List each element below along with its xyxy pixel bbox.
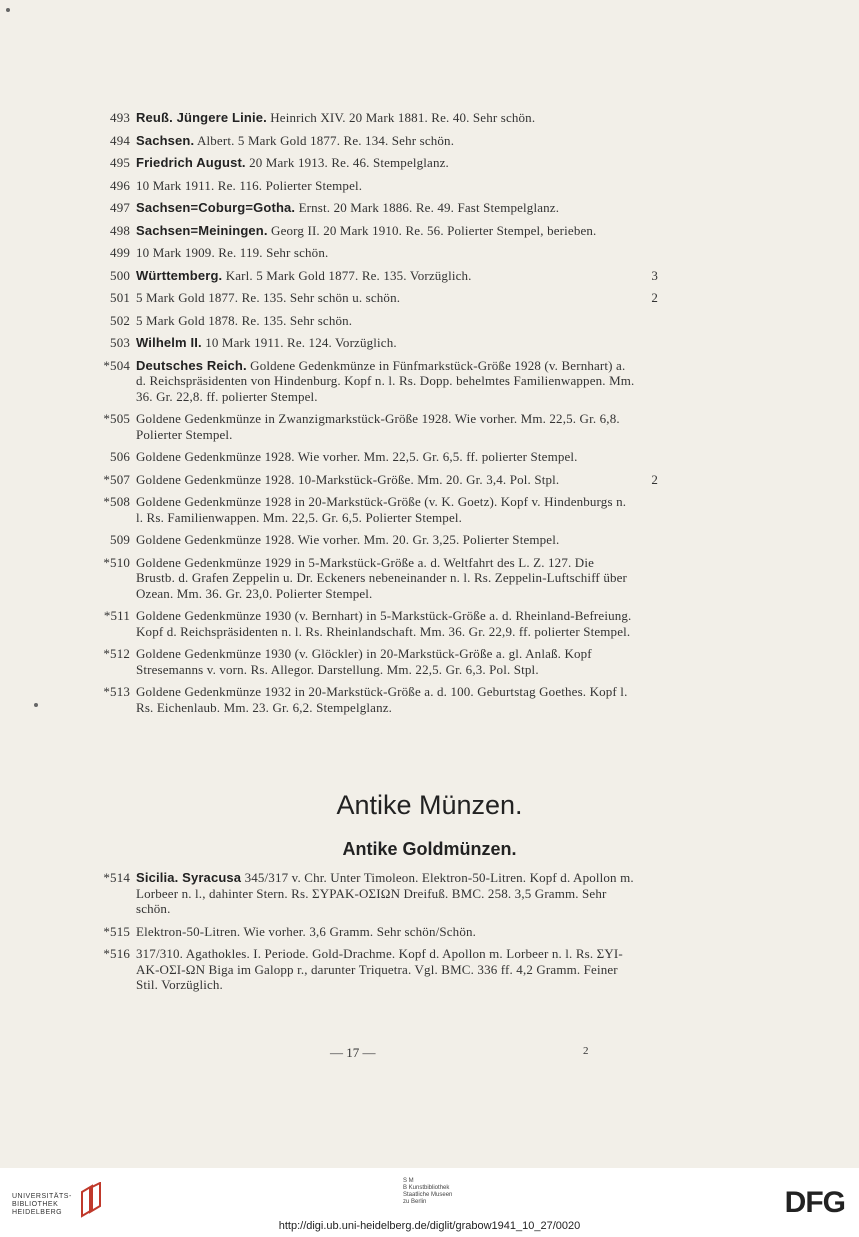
entry-513 [98, 684, 658, 715]
entry-number: 495 [110, 155, 130, 170]
entry-mark [636, 532, 658, 548]
scan-speck [34, 703, 38, 707]
stamp-line: S M [403, 1178, 414, 1184]
entry-description: Goldene Gedenkmünze 1930 (v. Bernhart) in 5-Markstück-Größe a. d. Rheinland-Befreiung. Kopf d. Reichspräsidenten n. l. Rs. Rheinlandschaft. Mm. 36. Gr. 22,9. ff. polierter Stempel. [136, 608, 632, 639]
entry-description: Heinrich XIV. 20 Mark 1881. Re. 40. Sehr schön. [266, 110, 536, 125]
entry-heading: Deutsches Reich. [136, 357, 247, 373]
university-label-line: BIBLIOTHEK [12, 1201, 59, 1208]
entry-text [136, 946, 636, 993]
stamp-line: zu Berlin [403, 1199, 427, 1205]
entry-501 [98, 290, 658, 306]
entry-description: 317/310. Agathokles. I. Periode. Gold-Drachme. Kopf d. Apollon m. Lorbeer n. l. Rs. ΣΥΙ-ΑΚ-ΟΣΙ-ΩΝ Biga im Galopp r., darunter Triquetra. Vgl. BMC. 336 ff. 4,2 Gramm. Feiner Stil. Vorzüglich. [136, 946, 623, 992]
entry-description: 10 Mark 1911. Re. 124. Vorzüglich. [201, 335, 397, 350]
entry-description: Goldene Gedenkmünze in Fünfmarkstück-Größe 1928 (v. Bernhart) a. d. Reichspräsidenten von Hindenburg. Kopf n. l. Rs. Dopp. behelmtes Familienwappen. Mm. 36. Gr. 22,8. ff. polierter Stempel. [136, 357, 635, 404]
margin-mark: 2 [583, 1045, 589, 1057]
entry-text [136, 532, 636, 548]
entry-number: 500 [110, 267, 130, 283]
entry-number: *515 [103, 923, 130, 939]
entry-507 [98, 472, 658, 488]
entry-description: Karl. 5 Mark Gold 1877. Re. 135. Vorzüglich. [222, 267, 472, 283]
entry-text [136, 268, 636, 284]
entry-mark [636, 133, 658, 149]
university-label-line: HEIDELBERG [12, 1209, 63, 1216]
entry-mark [636, 313, 658, 329]
entry-498 [98, 223, 658, 239]
entry-description: Goldene Gedenkmünze 1932 in 20-Markstück-Größe a. d. 100. Geburtstag Goethes. Kopf l. Rs. Eichenlaub. Mm. 23. Gr. 6,2. Stempelglanz. [136, 684, 628, 715]
entry-mark [636, 494, 658, 525]
scan-speck [6, 8, 10, 12]
stamp-line: Staatliche Museen [403, 1192, 453, 1198]
entry-514 [98, 870, 658, 917]
entry-text [136, 133, 636, 149]
entry-description: Goldene Gedenkmünze 1929 in 5-Markstück-Größe a. d. Weltfahrt des L. Z. 127. Die Brustb. d. Grafen Zeppelin u. Dr. Eckeners nebeneinander n. l. Rs. Zeppelin-Luftschiff über Ozean. Mm. 36. Gr. 23,0. Polierter Stempel. [136, 554, 628, 601]
entry-number: 503 [110, 335, 130, 350]
entry-number: 509 [110, 532, 130, 547]
university-label-line: UNIVERSITÄTS- [12, 1193, 72, 1200]
entry-mark [636, 608, 658, 639]
entry-description: Albert. 5 Mark Gold 1877. Re. 134. Sehr schön. [194, 132, 455, 148]
university-logo-icon [78, 1182, 104, 1218]
entry-text [136, 646, 636, 677]
entry-mark [636, 155, 658, 171]
entry-mark [636, 946, 658, 993]
entry-mark [636, 200, 658, 216]
entry-text [136, 449, 636, 465]
entry-description: Georg II. 20 Mark 1910. Re. 56. Polierter Stempel, berieben. [267, 222, 597, 238]
entry-506 [98, 449, 658, 465]
entry-mark [636, 358, 658, 405]
dfg-logo: DFG [784, 1186, 845, 1219]
entry-503 [98, 335, 658, 351]
entry-heading: Friedrich August. [136, 155, 246, 170]
entry-description: 5 Mark Gold 1878. Re. 135. Sehr schön. [136, 312, 353, 328]
entry-493 [98, 110, 658, 126]
entry-mark [636, 245, 658, 261]
entry-description: Goldene Gedenkmünze 1928 in 20-Markstück-Größe (v. K. Goetz). Kopf v. Hindenburgs n. l. Rs. Familienwappen. Mm. 22,5. Gr. 6,5. Polierter Stempel. [136, 494, 627, 525]
entry-text [136, 472, 636, 488]
entry-list-antique [98, 870, 658, 1000]
entry-mark [636, 870, 658, 917]
entry-512 [98, 646, 658, 677]
entry-description: 5 Mark Gold 1877. Re. 135. Sehr schön u. schön. [136, 290, 401, 305]
entry-text [136, 870, 636, 917]
page-number: — 17 — [330, 1045, 376, 1060]
entry-mark [636, 110, 658, 126]
entry-516 [98, 946, 658, 993]
entry-text [136, 110, 636, 126]
entry-description: Goldene Gedenkmünze 1928. Wie vorher. Mm. 22,5. Gr. 6,5. ff. polierter Stempel. [136, 449, 578, 464]
entry-499 [98, 245, 658, 261]
entry-mark [636, 223, 658, 239]
entry-text [136, 684, 636, 715]
entry-502 [98, 313, 658, 329]
entry-text [136, 155, 636, 171]
entry-heading: Württemberg. [136, 267, 223, 283]
university-library-label [12, 1193, 72, 1217]
entry-number: 502 [110, 312, 130, 328]
entry-500 [98, 268, 658, 284]
entry-text [136, 290, 636, 306]
entry-mark [636, 646, 658, 677]
entry-description: 345/317 v. Chr. Unter Timoleon. Elektron-50-Litren. Kopf d. Apollon m. Lorbeer n. l., dahinter Stern. Rs. ΣΥΡΑΚ-ΟΣΙΩΝ Dreifuß. BMC. 258. 3,5 Gramm. Sehr schön. [136, 870, 634, 916]
entry-text [136, 178, 636, 194]
entry-heading: Sachsen=Coburg=Gotha. [136, 200, 296, 215]
entry-number: *512 [103, 646, 130, 661]
entry-text [136, 335, 636, 351]
entry-text [136, 924, 636, 940]
digitization-footer [0, 1168, 859, 1237]
entry-heading: Sachsen. [136, 132, 195, 148]
entry-description: Elektron-50-Litren. Wie vorher. 3,6 Gramm. Sehr schön/Schön. [136, 923, 477, 939]
entry-497 [98, 200, 658, 216]
entry-number: 497 [110, 200, 130, 215]
entry-number: 501 [110, 290, 130, 305]
entry-number: *507 [103, 471, 130, 487]
entry-number: *508 [103, 494, 130, 509]
entry-mark [636, 411, 658, 442]
entry-508 [98, 494, 658, 525]
entry-mark: 2 [651, 471, 658, 487]
entry-number: *513 [103, 684, 130, 699]
entry-description: Goldene Gedenkmünze 1930 (v. Glöckler) in 20-Markstück-Größe a. gl. Anlaß. Kopf Stresemanns v. vorn. Rs. Allegor. Darstellung. Mm. 22,5. Gr. 6,3. Pol. Stpl. [136, 646, 592, 677]
entry-494 [98, 133, 658, 149]
stamp-line: B Kunstbibliothek [403, 1185, 450, 1191]
entry-heading: Sachsen=Meiningen. [136, 222, 268, 238]
entry-515 [98, 924, 658, 940]
entry-number: *504 [103, 357, 130, 373]
entry-number: 496 [110, 177, 130, 193]
entry-text [136, 245, 636, 261]
permalink[interactable]: http://digi.ub.uni-heidelberg.de/diglit/grabow1941_10_27/0020 [278, 1220, 581, 1232]
entry-number: 498 [110, 222, 130, 238]
entry-mark [636, 449, 658, 465]
entry-504 [98, 358, 658, 405]
entry-509 [98, 532, 658, 548]
entry-mark [636, 684, 658, 715]
entry-text [136, 358, 636, 405]
entry-heading: Reuß. Jüngere Linie. [136, 110, 267, 125]
entry-mark [636, 178, 658, 194]
entry-description: Goldene Gedenkmünze in Zwanzigmarkstück-Größe 1928. Wie vorher. Mm. 22,5. Gr. 6,8. Polierter Stempel. [136, 411, 620, 442]
entry-mark: 3 [651, 267, 658, 283]
entry-heading: Sicilia. Syracusa [136, 870, 242, 885]
entry-number: *505 [103, 411, 130, 426]
section-heading: Antike Münzen. [336, 790, 523, 820]
entry-number: 493 [110, 110, 130, 125]
entry-511 [98, 608, 658, 639]
entry-text [136, 411, 636, 442]
entry-list [98, 110, 658, 722]
entry-text [136, 608, 636, 639]
entry-mark: 2 [651, 290, 658, 305]
entry-text [136, 313, 636, 329]
entry-text [136, 555, 636, 602]
entry-number: *516 [103, 946, 130, 961]
entry-description: Goldene Gedenkmünze 1928. Wie vorher. Mm. 20. Gr. 3,25. Polierter Stempel. [136, 532, 560, 547]
entry-495 [98, 155, 658, 171]
entry-description: Ernst. 20 Mark 1886. Re. 49. Fast Stempelglanz. [295, 200, 560, 215]
entry-505 [98, 411, 658, 442]
entry-text [136, 494, 636, 525]
entry-heading: Wilhelm II. [136, 335, 202, 350]
entry-number: 499 [110, 245, 130, 260]
entry-number: 506 [110, 449, 130, 464]
entry-text [136, 223, 636, 239]
entry-mark [636, 555, 658, 602]
entry-description: 10 Mark 1909. Re. 119. Sehr schön. [136, 245, 329, 260]
entry-510 [98, 555, 658, 602]
entry-description: Goldene Gedenkmünze 1928. 10-Markstück-Größe. Mm. 20. Gr. 3,4. Pol. Stpl. [136, 471, 560, 487]
entry-number: *510 [103, 554, 130, 570]
subsection-heading: Antike Goldmünzen. [342, 839, 517, 859]
entry-description: 20 Mark 1913. Re. 46. Stempelglanz. [245, 155, 449, 170]
entry-description: 10 Mark 1911. Re. 116. Polierter Stempel. [136, 177, 363, 193]
museum-stamp [403, 1178, 452, 1206]
entry-mark [636, 924, 658, 940]
entry-496 [98, 178, 658, 194]
entry-number: *511 [103, 608, 130, 623]
entry-text [136, 200, 636, 216]
entry-number: *514 [103, 870, 130, 885]
entry-number: 494 [110, 132, 130, 148]
entry-mark [636, 335, 658, 351]
